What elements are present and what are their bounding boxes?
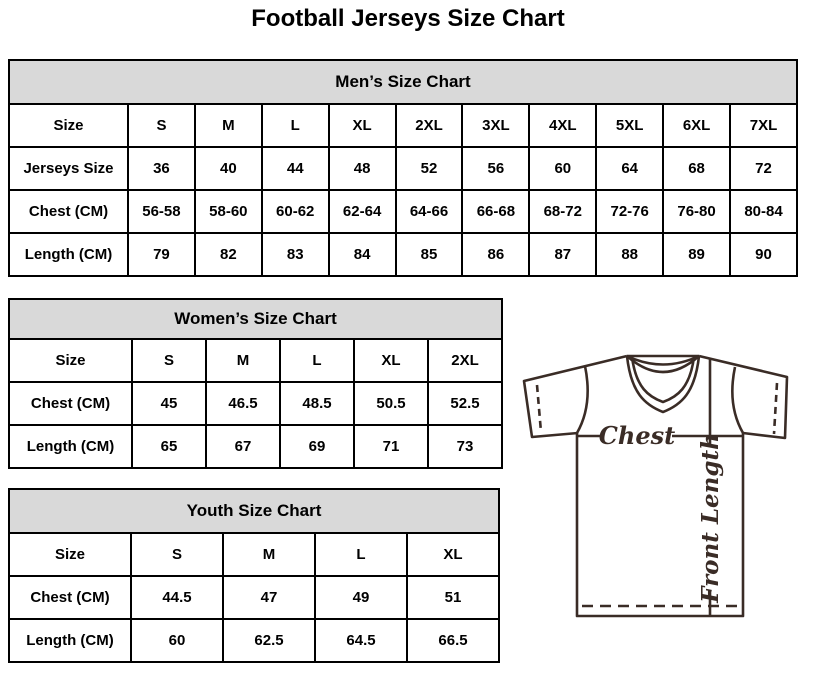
value-cell: 60 xyxy=(529,147,596,190)
value-cell: 82 xyxy=(195,233,262,276)
value-cell: 51 xyxy=(407,576,499,619)
row-label-cell: Length (CM) xyxy=(9,233,128,276)
value-cell: 68-72 xyxy=(529,190,596,233)
value-cell: 48.5 xyxy=(280,382,354,425)
value-cell: 60-62 xyxy=(262,190,329,233)
value-cell: 36 xyxy=(128,147,195,190)
value-cell: 2XL xyxy=(428,339,502,382)
value-cell: 49 xyxy=(315,576,407,619)
value-cell: 48 xyxy=(329,147,396,190)
chest-label: Chest xyxy=(598,421,676,450)
value-cell: 2XL xyxy=(396,104,463,147)
row-label-cell: Chest (CM) xyxy=(9,576,131,619)
value-cell: 64.5 xyxy=(315,619,407,662)
value-cell: M xyxy=(223,533,315,576)
value-cell: 64-66 xyxy=(396,190,463,233)
value-cell: S xyxy=(128,104,195,147)
row-label-cell: Jerseys Size xyxy=(9,147,128,190)
value-cell: S xyxy=(132,339,206,382)
row-label-cell: Size xyxy=(9,339,132,382)
value-cell: 46.5 xyxy=(206,382,280,425)
value-cell: L xyxy=(262,104,329,147)
row-label-cell: Length (CM) xyxy=(9,619,131,662)
value-cell: 88 xyxy=(596,233,663,276)
value-cell: 56-58 xyxy=(128,190,195,233)
value-cell: 71 xyxy=(354,425,428,468)
table-row xyxy=(9,619,499,662)
womens-size-table xyxy=(8,298,503,469)
value-cell: M xyxy=(195,104,262,147)
value-cell: 52.5 xyxy=(428,382,502,425)
value-cell: 73 xyxy=(428,425,502,468)
value-cell: 3XL xyxy=(462,104,529,147)
value-cell: 52 xyxy=(396,147,463,190)
value-cell: 40 xyxy=(195,147,262,190)
value-cell: 89 xyxy=(663,233,730,276)
value-cell: 90 xyxy=(730,233,797,276)
value-cell: L xyxy=(315,533,407,576)
value-cell: 83 xyxy=(262,233,329,276)
value-cell: XL xyxy=(329,104,396,147)
value-cell: 62-64 xyxy=(329,190,396,233)
men-table-title: Men’s Size Chart xyxy=(9,60,797,104)
value-cell: 76-80 xyxy=(663,190,730,233)
value-cell: 58-60 xyxy=(195,190,262,233)
front-length-measure-line xyxy=(697,358,724,616)
value-cell: 65 xyxy=(132,425,206,468)
mens-size-table xyxy=(8,59,798,277)
row-label-cell: Size xyxy=(9,533,131,576)
table-row xyxy=(9,382,502,425)
value-cell: 60 xyxy=(131,619,223,662)
row-label-cell: Size xyxy=(9,104,128,147)
front-length-label: Front Length xyxy=(697,433,724,603)
row-label-cell: Length (CM) xyxy=(9,425,132,468)
value-cell: 66-68 xyxy=(462,190,529,233)
value-cell: 87 xyxy=(529,233,596,276)
table-row xyxy=(9,576,499,619)
table-row xyxy=(9,190,797,233)
value-cell: 45 xyxy=(132,382,206,425)
value-cell: 72 xyxy=(730,147,797,190)
youth-size-table xyxy=(8,488,500,663)
value-cell: 68 xyxy=(663,147,730,190)
value-cell: 4XL xyxy=(529,104,596,147)
row-label-cell: Chest (CM) xyxy=(9,190,128,233)
value-cell: 6XL xyxy=(663,104,730,147)
value-cell: 64 xyxy=(596,147,663,190)
value-cell: S xyxy=(131,533,223,576)
value-cell: 85 xyxy=(396,233,463,276)
value-cell: M xyxy=(206,339,280,382)
youth-table-title: Youth Size Chart xyxy=(9,489,499,533)
row-label-cell: Chest (CM) xyxy=(9,382,132,425)
value-cell: 56 xyxy=(462,147,529,190)
value-cell: 7XL xyxy=(730,104,797,147)
page-title: Football Jerseys Size Chart xyxy=(251,5,565,32)
table-row xyxy=(9,533,499,576)
value-cell: 79 xyxy=(128,233,195,276)
value-cell: 47 xyxy=(223,576,315,619)
table-row xyxy=(9,233,797,276)
value-cell: 62.5 xyxy=(223,619,315,662)
value-cell: L xyxy=(280,339,354,382)
value-cell: 66.5 xyxy=(407,619,499,662)
jersey-collar xyxy=(627,356,699,412)
value-cell: 44 xyxy=(262,147,329,190)
value-cell: XL xyxy=(354,339,428,382)
value-cell: 50.5 xyxy=(354,382,428,425)
value-cell: 84 xyxy=(329,233,396,276)
jersey-measurement-diagram xyxy=(505,333,815,625)
value-cell: 80-84 xyxy=(730,190,797,233)
women-table-title: Women’s Size Chart xyxy=(9,299,502,339)
table-row xyxy=(9,339,502,382)
jersey-body-outline xyxy=(524,356,787,616)
value-cell: 44.5 xyxy=(131,576,223,619)
table-row xyxy=(9,147,797,190)
value-cell: 69 xyxy=(280,425,354,468)
value-cell: 72-76 xyxy=(596,190,663,233)
table-row xyxy=(9,425,502,468)
value-cell: 86 xyxy=(462,233,529,276)
value-cell: 5XL xyxy=(596,104,663,147)
table-row xyxy=(9,104,797,147)
value-cell: XL xyxy=(407,533,499,576)
value-cell: 67 xyxy=(206,425,280,468)
